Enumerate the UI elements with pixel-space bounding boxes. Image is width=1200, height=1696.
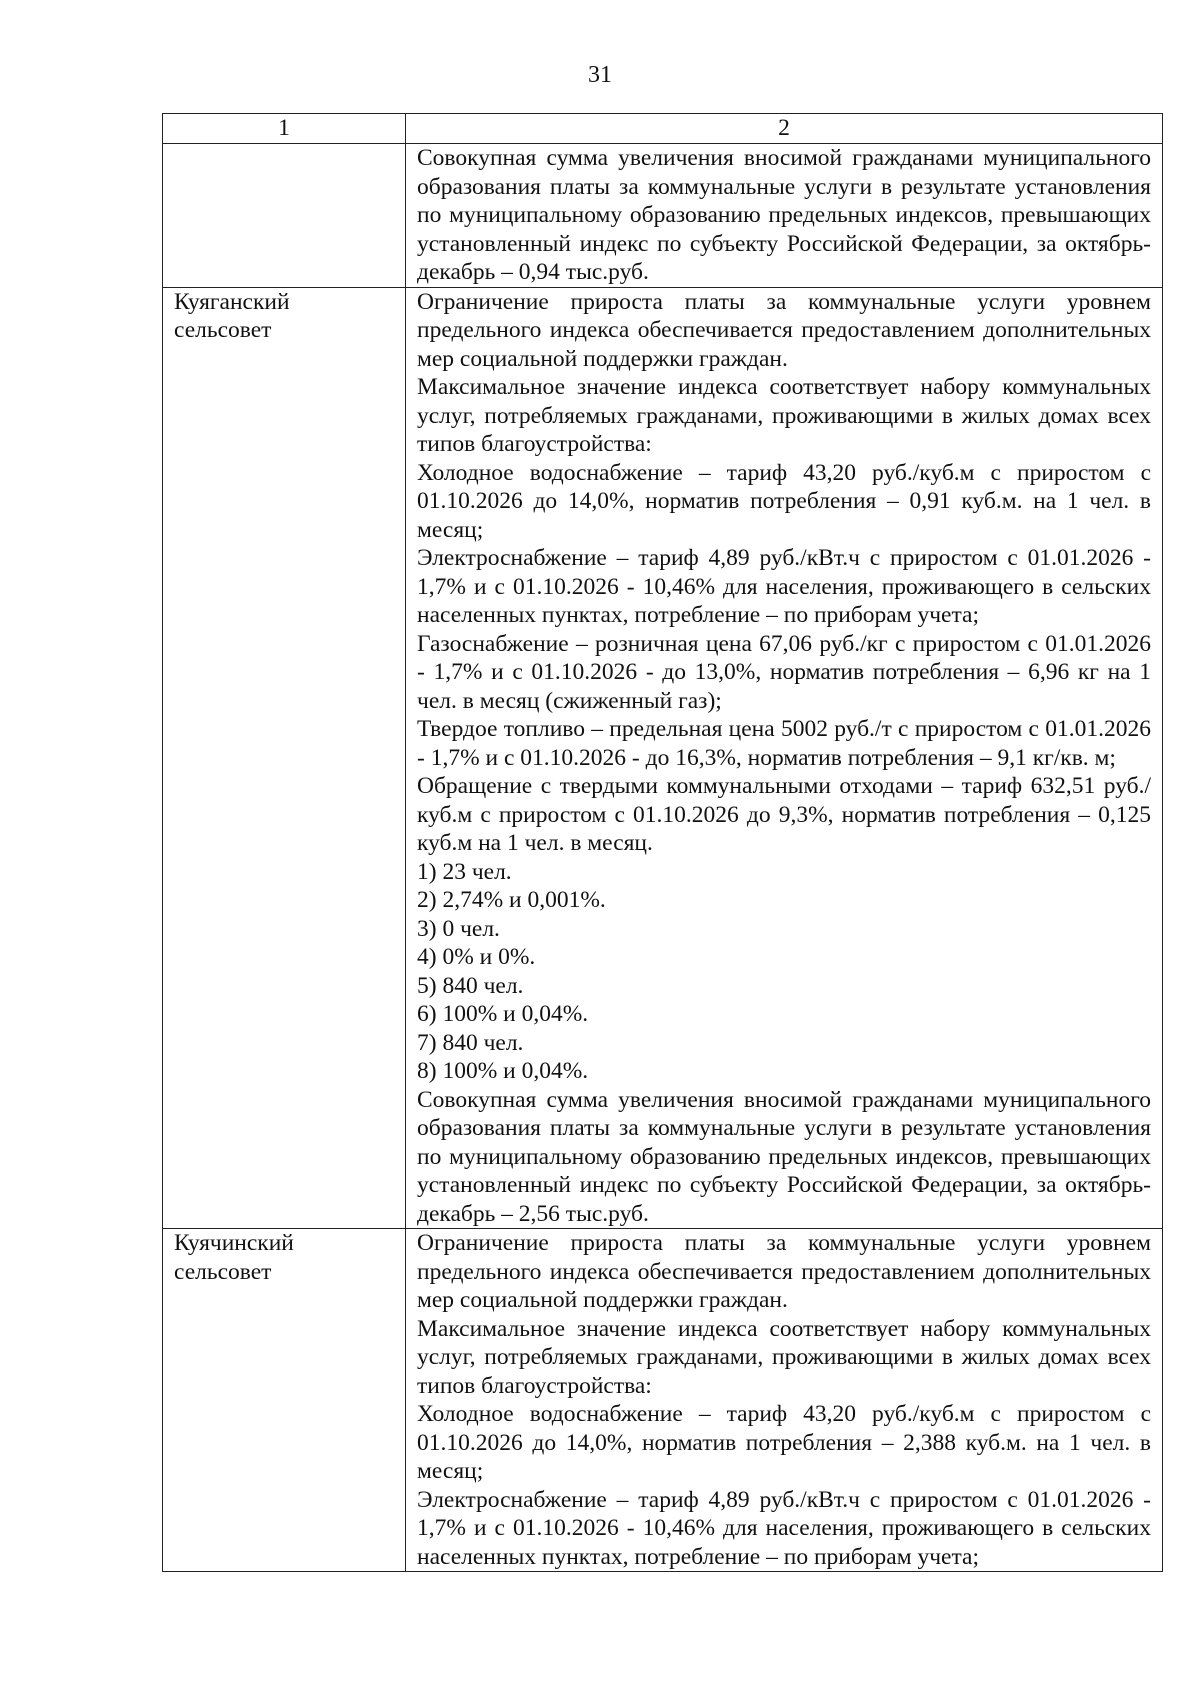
paragraph: Ограничение прироста платы за коммунальные услуги уровнем предельного индекса обеспечивается предоставлением дополнительных мер социальной поддержки граждан.	[417, 1230, 1151, 1313]
paragraph: Обращение с твердыми коммунальными отходами – тариф 632,51 руб./куб.м с приростом с 01.10.2026 до 9,3%, норматив потребления – 0,125 куб.м на 1 чел. в месяц.	[417, 773, 1151, 856]
header-col-1: 1	[163, 114, 406, 144]
table-row	[163, 1229, 1163, 1572]
list-item: 3) 0 чел.	[417, 915, 500, 942]
page-number: 31	[588, 62, 612, 88]
settlement-name: Куячинский	[174, 1230, 294, 1256]
settlement-name-cell	[163, 1229, 406, 1572]
paragraph: Электроснабжение – тариф 4,89 руб./кВт.ч с приростом с 01.01.2026 - 1,7% и с 01.10.2026 - 10,46% для населения, проживающего в сельских населенных пунктах, потребление – по приборам учета;	[417, 545, 1151, 628]
settlement-name-cell	[163, 287, 406, 1229]
list-item: 5) 840 чел.	[417, 972, 524, 999]
paragraph: Максимальное значение индекса соответствует набору коммунальных услуг, потребляемых гражданами, проживающими в жилых домах всех типов благоустройства:	[417, 1315, 1151, 1399]
settlement-name-line2: сельсовет	[174, 317, 272, 343]
list-item: 6) 100% и 0,04%.	[417, 1001, 589, 1027]
table-row	[163, 144, 1163, 288]
paragraph: Совокупная сумма увеличения вносимой гражданами муниципального образования платы за коммунальные услуги в результате установления по муниципальному образованию предельных индексов, превышающих установленный индекс по субъекту Российской Федерации, за октябрь-декабрь – 0,94 тыс.руб.	[417, 145, 1151, 285]
settlements-table	[162, 113, 1163, 1572]
settlement-name-line2: сельсовет	[174, 1258, 272, 1285]
description-cell	[406, 287, 1163, 1229]
paragraph: Совокупная сумма увеличения вносимой гражданами муниципального образования платы за коммунальные услуги в результате установления по муниципальному образованию предельных индексов, превышающих установленный индекс по субъекту Российской Федерации, за октябрь-декабрь – 2,56 тыс.руб.	[417, 1086, 1151, 1227]
settlement-name: Куяганский	[174, 288, 290, 315]
settlement-name-cell	[163, 144, 406, 288]
table-header-row	[163, 114, 1163, 144]
paragraph: Максимальное значение индекса соответствует набору коммунальных услуг, потребляемых гражданами, проживающими в жилых домах всех типов благоустройства:	[417, 374, 1151, 457]
paragraph: Твердое топливо – предельная цена 5002 руб./т с приростом с 01.01.2026 - 1,7% и с 01.10.2026 - до 16,3%, норматив потребления – 9,1 кг/кв. м;	[417, 716, 1151, 771]
table-row	[163, 287, 1163, 1229]
paragraph: Холодное водоснабжение – тариф 43,20 руб./куб.м с приростом с 01.10.2026 до 14,0%, норматив потребления – 0,91 куб.м. на 1 чел. в месяц;	[417, 459, 1151, 543]
paragraph: Газоснабжение – розничная цена 67,06 руб./кг с приростом с 01.01.2026 - 1,7% и с 01.10.2026 - до 13,0%, норматив потребления – 6,96 кг на 1 чел. в месяц (сжиженный газ);	[417, 630, 1151, 714]
list-item: 4) 0% и 0%.	[417, 944, 536, 970]
list-item: 1) 23 чел.	[417, 858, 512, 885]
list-item: 8) 100% и 0,04%.	[417, 1058, 589, 1084]
list-item: 2) 2,74% и 0,001%.	[417, 887, 606, 913]
list-item: 7) 840 чел.	[417, 1029, 524, 1056]
paragraph: Электроснабжение – тариф 4,89 руб./кВт.ч с приростом с 01.01.2026 - 1,7% и с 01.10.2026 - 10,46% для населения, проживающего в сельских населенных пунктах, потребление – по приборам учета;	[417, 1486, 1151, 1570]
description-cell	[406, 144, 1163, 288]
description-cell	[406, 1229, 1163, 1572]
header-col-2: 2	[406, 114, 1163, 144]
paragraph: Холодное водоснабжение – тариф 43,20 руб./куб.м с приростом с 01.10.2026 до 14,0%, норматив потребления – 2,388 куб.м. на 1 чел. в месяц;	[417, 1401, 1151, 1484]
paragraph: Ограничение прироста платы за коммунальные услуги уровнем предельного индекса обеспечивается предоставлением дополнительных мер социальной поддержки граждан.	[417, 288, 1151, 372]
